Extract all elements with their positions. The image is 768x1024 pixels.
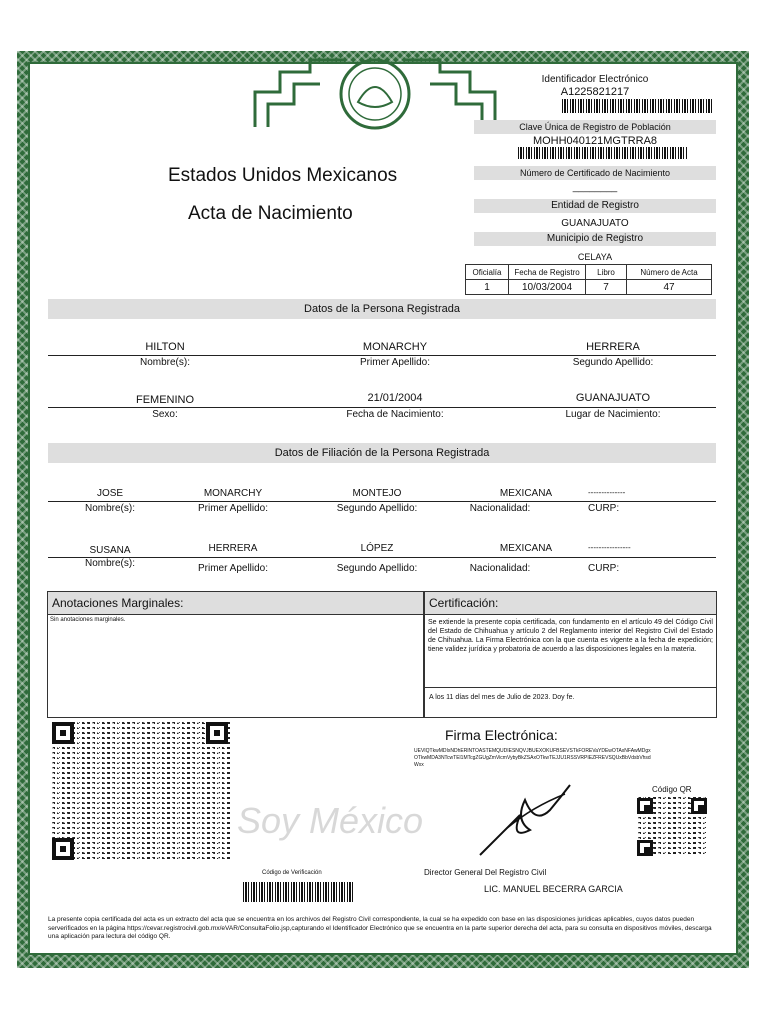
electronic-id-label: Identificador Electrónico xyxy=(541,74,649,85)
marginal-notes-title: Anotaciones Marginales: xyxy=(48,592,423,615)
entity-value: GUANAJUATO xyxy=(561,218,629,229)
large-qr-code xyxy=(50,720,230,862)
certificate-number-label: Número de Certificado de Nacimiento xyxy=(474,166,716,180)
director-name: LIC. MANUEL BECERRA GARCIA xyxy=(484,884,623,894)
registry-date: 10/03/2004 xyxy=(509,280,586,295)
municipality-value: CELAYA xyxy=(577,252,613,262)
person-dob: 21/01/2004 xyxy=(367,392,423,404)
mother-name: SUSANA xyxy=(89,545,131,556)
first-surname-label: Primer Apellido: xyxy=(359,357,431,368)
registry-header-book: Libro xyxy=(586,265,627,280)
qr-finder xyxy=(52,838,74,860)
qr-finder xyxy=(52,722,74,744)
father-nationality: MEXICANA xyxy=(499,488,553,499)
certification-date: A los 11 días del mes de Julio de 2023. Doy fe. xyxy=(429,694,575,701)
marginal-notes-box xyxy=(47,591,424,718)
registry-act: 47 xyxy=(627,280,712,295)
registry-book: 7 xyxy=(586,280,627,295)
marginal-notes-text: Sin anotaciones marginales. xyxy=(50,617,126,623)
certification-title: Certificación: xyxy=(425,592,716,615)
registry-header-act: Número de Acta xyxy=(627,265,712,280)
registry-header-date: Fecha de Registro xyxy=(509,265,586,280)
person-first-surname: MONARCHY xyxy=(362,341,428,353)
small-qr-code xyxy=(636,797,708,857)
mother-first-surname: HERRERA xyxy=(208,543,258,554)
curp-value: MOHH040121MGTRRA8 xyxy=(532,135,658,147)
mother-name-label: Nombre(s): xyxy=(84,558,135,569)
person-pob: GUANAJUATO xyxy=(575,392,651,404)
mother-nationality: MEXICANA xyxy=(499,543,553,554)
sex-label: Sexo: xyxy=(152,409,178,420)
mother-first-label: Primer Apellido: xyxy=(197,563,269,574)
country-title: Estados Unidos Mexicanos xyxy=(168,165,398,186)
footer-disclaimer: La presente copia certificada del acta es un extracto del acta que se encuentra en los archivos del Registro Civil correspondiente, la cual se ha expedido con base en las disposiciones jurídicas aplicables, cuyos datos pueden serverificados en la página https://cevar.registrocivil.gob.mx/eVAR/ConsultaFolio.jsp,capturando el Identificador Electrónico que se encuentra en la parte superior derecha del acta, para su consulta en dispositivos móviles, descarga una aplicación para lectura del código QR. xyxy=(48,916,712,940)
certificate-number-value: ________ xyxy=(572,182,618,193)
mother-curp: ---------------- xyxy=(588,543,631,552)
father-first-label: Primer Apellido: xyxy=(197,503,269,514)
qr-finder xyxy=(691,798,707,814)
verification-barcode xyxy=(243,882,353,902)
father-nat-label: Nacionalidad: xyxy=(469,503,531,514)
curp-label: Clave Única de Registro de Población xyxy=(474,120,716,134)
person-name: HILTON xyxy=(145,341,185,353)
qr-finder xyxy=(637,840,653,856)
father-name-label: Nombre(s): xyxy=(84,503,135,514)
entity-label: Entidad de Registro xyxy=(474,199,716,213)
second-surname-label: Segundo Apellido: xyxy=(572,357,654,368)
person-second-surname: HERRERA xyxy=(586,341,640,353)
divider xyxy=(48,407,716,408)
registry-office: 1 xyxy=(466,280,509,295)
father-curp-label: CURP: xyxy=(588,503,620,514)
divider xyxy=(48,501,716,502)
curp-barcode xyxy=(518,147,688,159)
registry-header-office: Oficialía xyxy=(466,265,509,280)
verification-code-label: Código de Verificación xyxy=(262,870,322,876)
registry-table xyxy=(465,264,712,295)
person-section-header: Datos de la Persona Registrada xyxy=(48,299,716,319)
watermark-text: Soy México xyxy=(237,800,424,841)
filiation-section-header: Datos de Filiación de la Persona Registrada xyxy=(48,443,716,463)
qr-finder xyxy=(206,722,228,744)
certification-box xyxy=(424,591,717,718)
handwritten-signature-icon xyxy=(470,780,580,860)
electronic-signature-hash: UEVIQTkwMDIxNDhERlNTOASTEMQUDIESNQVJBUEXOKUFBSEVSTkFOREVaYDEwOTAxNFAwMDgxOTkwMDA3NTcwTEl1MTcgZGUgZmVicmVybyBkZSAxOTkwTEJJU1RSSVRPIEZFREVSQUxBbVdsbVhsdWxx xyxy=(414,748,651,768)
father-name: JOSE xyxy=(96,488,124,499)
mother-nat-label: Nacionalidad: xyxy=(469,563,531,574)
electronic-id-value: A1225821217 xyxy=(560,86,630,98)
id-barcode xyxy=(562,99,712,113)
pob-label: Lugar de Nacimiento: xyxy=(565,409,661,420)
municipality-label: Municipio de Registro xyxy=(474,232,716,246)
mother-second-surname: LÓPEZ xyxy=(360,543,394,554)
electronic-signature-title: Firma Electrónica: xyxy=(445,727,558,743)
father-first-surname: MONARCHY xyxy=(203,488,263,499)
father-second-surname: MONTEJO xyxy=(352,488,402,499)
director-title: Director General Del Registro Civil xyxy=(424,868,547,877)
dob-label: Fecha de Nacimiento: xyxy=(346,409,444,420)
qr-label: Código QR xyxy=(652,785,692,794)
mother-curp-label: CURP: xyxy=(588,563,620,574)
divider xyxy=(48,355,716,356)
certification-text: Se extiende la presente copia certificada, con fundamento en el artículo 49 del Código Civil del Estado de Chihuahua y artículo 2 del Reglamento interior del Registro Civil del Estado de Chihuahua. La Firma Electrónica con la que cuenta es vigente a la fecha de expedición; tiene validez jurídica y probatoria de acuerdo a las disposiciones legales en la materia. xyxy=(425,615,716,688)
mother-second-label: Segundo Apellido: xyxy=(336,563,418,574)
national-seal-icon xyxy=(250,52,500,130)
document-title: Acta de Nacimiento xyxy=(188,203,353,224)
father-second-label: Segundo Apellido: xyxy=(336,503,418,514)
father-curp: -------------- xyxy=(588,488,626,497)
qr-finder xyxy=(637,798,653,814)
name-label: Nombre(s): xyxy=(139,357,190,368)
person-sex: FEMENINO xyxy=(135,394,195,406)
